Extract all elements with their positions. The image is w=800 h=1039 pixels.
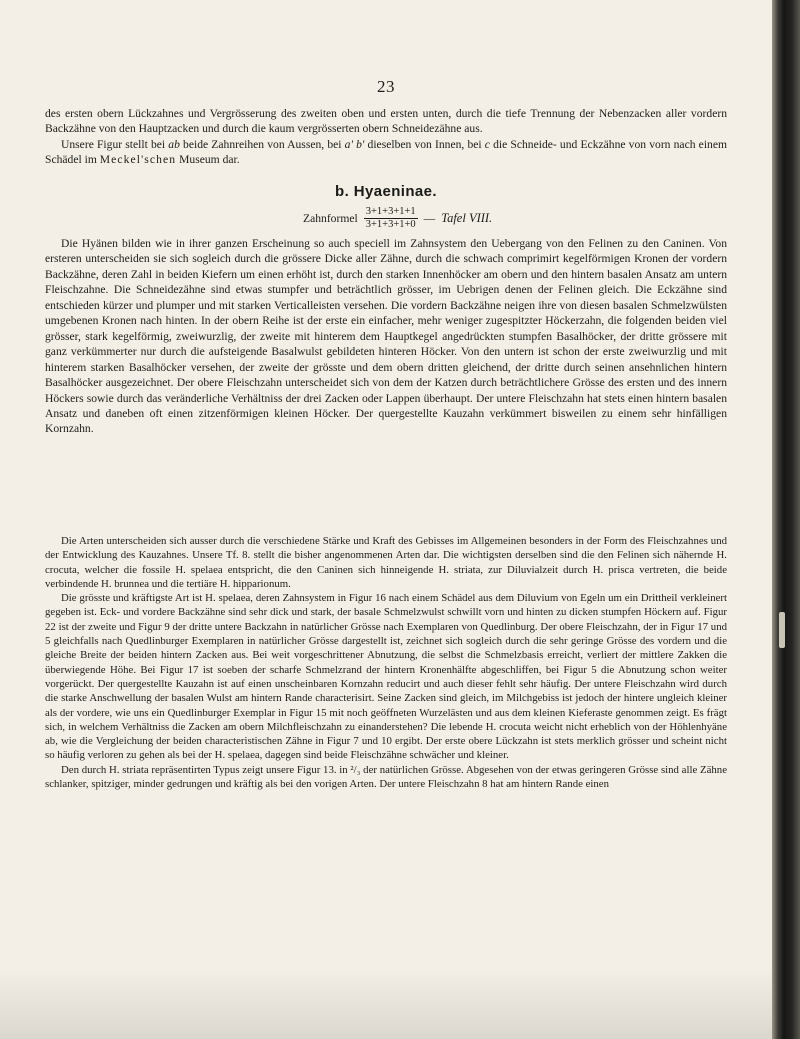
caption-text-4: die Schneide- und Eckzähne von vorn nach einem Schädel im [45,137,727,167]
book-binding-edge [772,0,800,1039]
formula-label: Zahnformel [303,211,358,225]
striata-text-2: der natürlichen Grösse. Abgesehen von der etwas geringeren Grösse sind alle Zähne schlanker, spitziger, minder gedrungen und kräftig als bei den vorigen Arten. Der untere Fleischzahn 8 hat am hintern Rande einen [45,763,727,791]
formula-fraction [364,206,418,231]
striata-fraction: ²/₃ [350,763,361,776]
paragraph-hyaenas-overview: Die Hyänen bilden wie in ihrer ganzen Erscheinung so auch speciell im Zahnsystem den Uebergang von den Felinen zu den Caninen. Von ersteren unterscheiden sie sich sogleich durch die grössere Dicke aller Zähne, durch die schwach comprimirt kegelförmigen Kronen der vordern Backzähne, deren Zahl in beiden Kiefern um einen erhöht ist, durch den starken Innenhöcker am obern und den hintern basalen Ansatz am untern Fleischzahne. Die Schneidezähne sind etwas stumpfer und beträchtlich grösser, im Uebrigen denen der Felinen gleich. Die Eckzähne sind entschieden kürzer und plumper und mit starken Verticalleisten versehen. Die vordern Backzähne neigen ihre von diesen basalen Schmelzwülsten umgebenen Kronen nach hinten. In der obern Reihe ist der erste ein einfacher, mehr weniger zugespitzter Höckerzahn, die folgenden beiden viel grösser, stark kegelförmig, zweiwurzlig, der zweite mit hinterem dem Hauptkegel angedrückten stumpfen Basalhöcker, der dritte grössere mit ganz verkümmerter nur durch die aufsteigende Basalwulst gebildeten hinteren Höcker. Von den untern ist schon der erste zweiwurzlig und mit hinterem starken Basalhöcker versehen, der zweite der grösste und dem obern dritten gleichend, der dritte durch seinen ansehnlichen hintern Basalhöcker ausgezeichnet. Der obere Fleischzahn unterscheidet sich von dem der Katzen durch beträchtlichere Grösse des ersten und des innern Höckers sowie durch das veränderliche Verhältniss der drei Zacken oder Lappen überhaupt. Der untere Fleischzahn hat stets einen hintern basalen Ansatz und daneben oft einen zitzenförmigen kleinen Höcker. Der quergestellte Kauzahn verkümmert bisweilen zu einem sehr hinfälligen Kornzahn. [45,237,727,436]
formula-denominator: 3+1+3+1+0 [365,218,416,230]
paragraph-h-striata [45,763,727,792]
figure-caption-paragraph [45,137,727,168]
formula-dash: — [423,211,436,225]
striata-text-1: Den durch H. striata repräsentirten Typus zeigt unsere Figur 13. in [61,763,351,776]
caption-text-5: Museum dar. [176,153,240,167]
caption-text-3: dieselben von Innen, bei [364,137,485,151]
small-print-block [45,534,727,791]
caption-c: c [484,137,490,151]
museum-name: Meckel'schen [99,153,177,167]
caption-a-prime-b-prime: a' b' [344,137,365,151]
caption-text-2: beide Zahnreihen von Aussen, bei [179,137,345,151]
caption-ab: ab [168,137,180,151]
binding-tab [779,612,785,648]
page-number: 23 [377,77,395,96]
formula-numerator: 3+1+3+1+1 [365,205,416,217]
paragraph-species: Die Arten unterscheiden sich ausser durch die verschiedene Stärke und Kraft des Gebisses im Allgemeinen besonders in der Form des Fleischzahnes und der Entwicklung des Kauzahnes. Unsere Tf. 8. stellt die bisher angenommenen Arten dar. Die wichtigsten derselben sind die den Felinen sich nähernde H. crocuta, welcher die fossile H. spelaea entspricht, die den Caninen sich hinneigende H. striata, zur Diluvialzeit durch H. prisca vertreten, die beide verbindende H. brunnea und die tertiäre H. hipparionum. [45,535,727,590]
plate-reference: Tafel VIII. [441,210,493,225]
intro-block [45,106,727,168]
section-heading: b. Hyaeninae. [335,183,437,200]
caption-text-1: Unsere Figur stellt bei [61,137,169,151]
paragraph-h-spelaea: Die grösste und kräftigste Art ist H. spelaea, deren Zahnsystem in Figur 16 nach einem Schädel aus dem Diluvium von Egeln um ein Drittheil verkleinert gegeben ist. Eck- und vordere Backzähne sind sehr dick und stark, der basale Schmelzwulst schwillt vorn und hinten zu dicken stumpfen Höckern auf. Figur 22 ist der zweite und Figur 9 der dritte untere Backzahn in natürlicher Grösse nach Exemplaren von Quedlinburg. Der obere Fleischzahn, der in Figur 17 und 5 gleichfalls nach Quedlinburger Exemplaren in natürlicher Grösse dargestellt ist, zeichnet sich sogleich durch die sehr geringe Grösse des vordern und die gleiche Breite der beiden hintern Zacken aus. Bei weit vorgeschrittener Abnutzung, die selbst die Schmelzbasis erreicht, verliert der mittlere Zakken die überwiegende Höhe. Bei Figur 17 ist soeben der scharfe Schmelzrand der hintern Kronenhälfte abgeschliffen, bei Figur 5 die Abnutzung schon weiter vorgerückt. Der quergestellte Kauzahn ist auf einen unscheinbaren Kornzahn reducirt und auch dieser fehlt sehr häufig. Der untere Fleischzahn wird durch die starke Anschwellung der basalen Wulst am hintern Rande characterisirt. Seine Zacken sind gleich, im Milchgebiss ist jedoch der hintere ungleich kleiner als der vordere, wie uns ein Quedlinburger Exemplar in Figur 15 mit noch geöffneten Wurzelästen und aus dem kleinen Kieferaste genommen zeigt. Es frägt sich, in welchem Verhältniss die Zacken am obern Milchfleischzahn zu einanderstehen? Die lebende H. crocuta weicht nicht erheblich von der Höhlenhyäne ab, wie die Vergleichung der beiden characteristischen Zähne in Figur 7 und 10 ergibt. Der erste obere Lückzahn ist stets merklich grösser und scheint nicht so häufig verloren zu gehen als bei der H. spelaea, dagegen sind beide Fleischzähne schwächer und kleiner. [45,592,727,762]
dental-formula [303,202,492,234]
main-paragraph-block [45,236,727,437]
intro-paragraph: des ersten obern Lückzahnes und Vergrösserung des zweiten oben und ersten unten, durch die tiefe Trennung der Nebenzacken aller vordern Backzähne von den Hauptzacken und durch die kaum vergrösserten obern Schneidezähne aus. [45,107,727,136]
